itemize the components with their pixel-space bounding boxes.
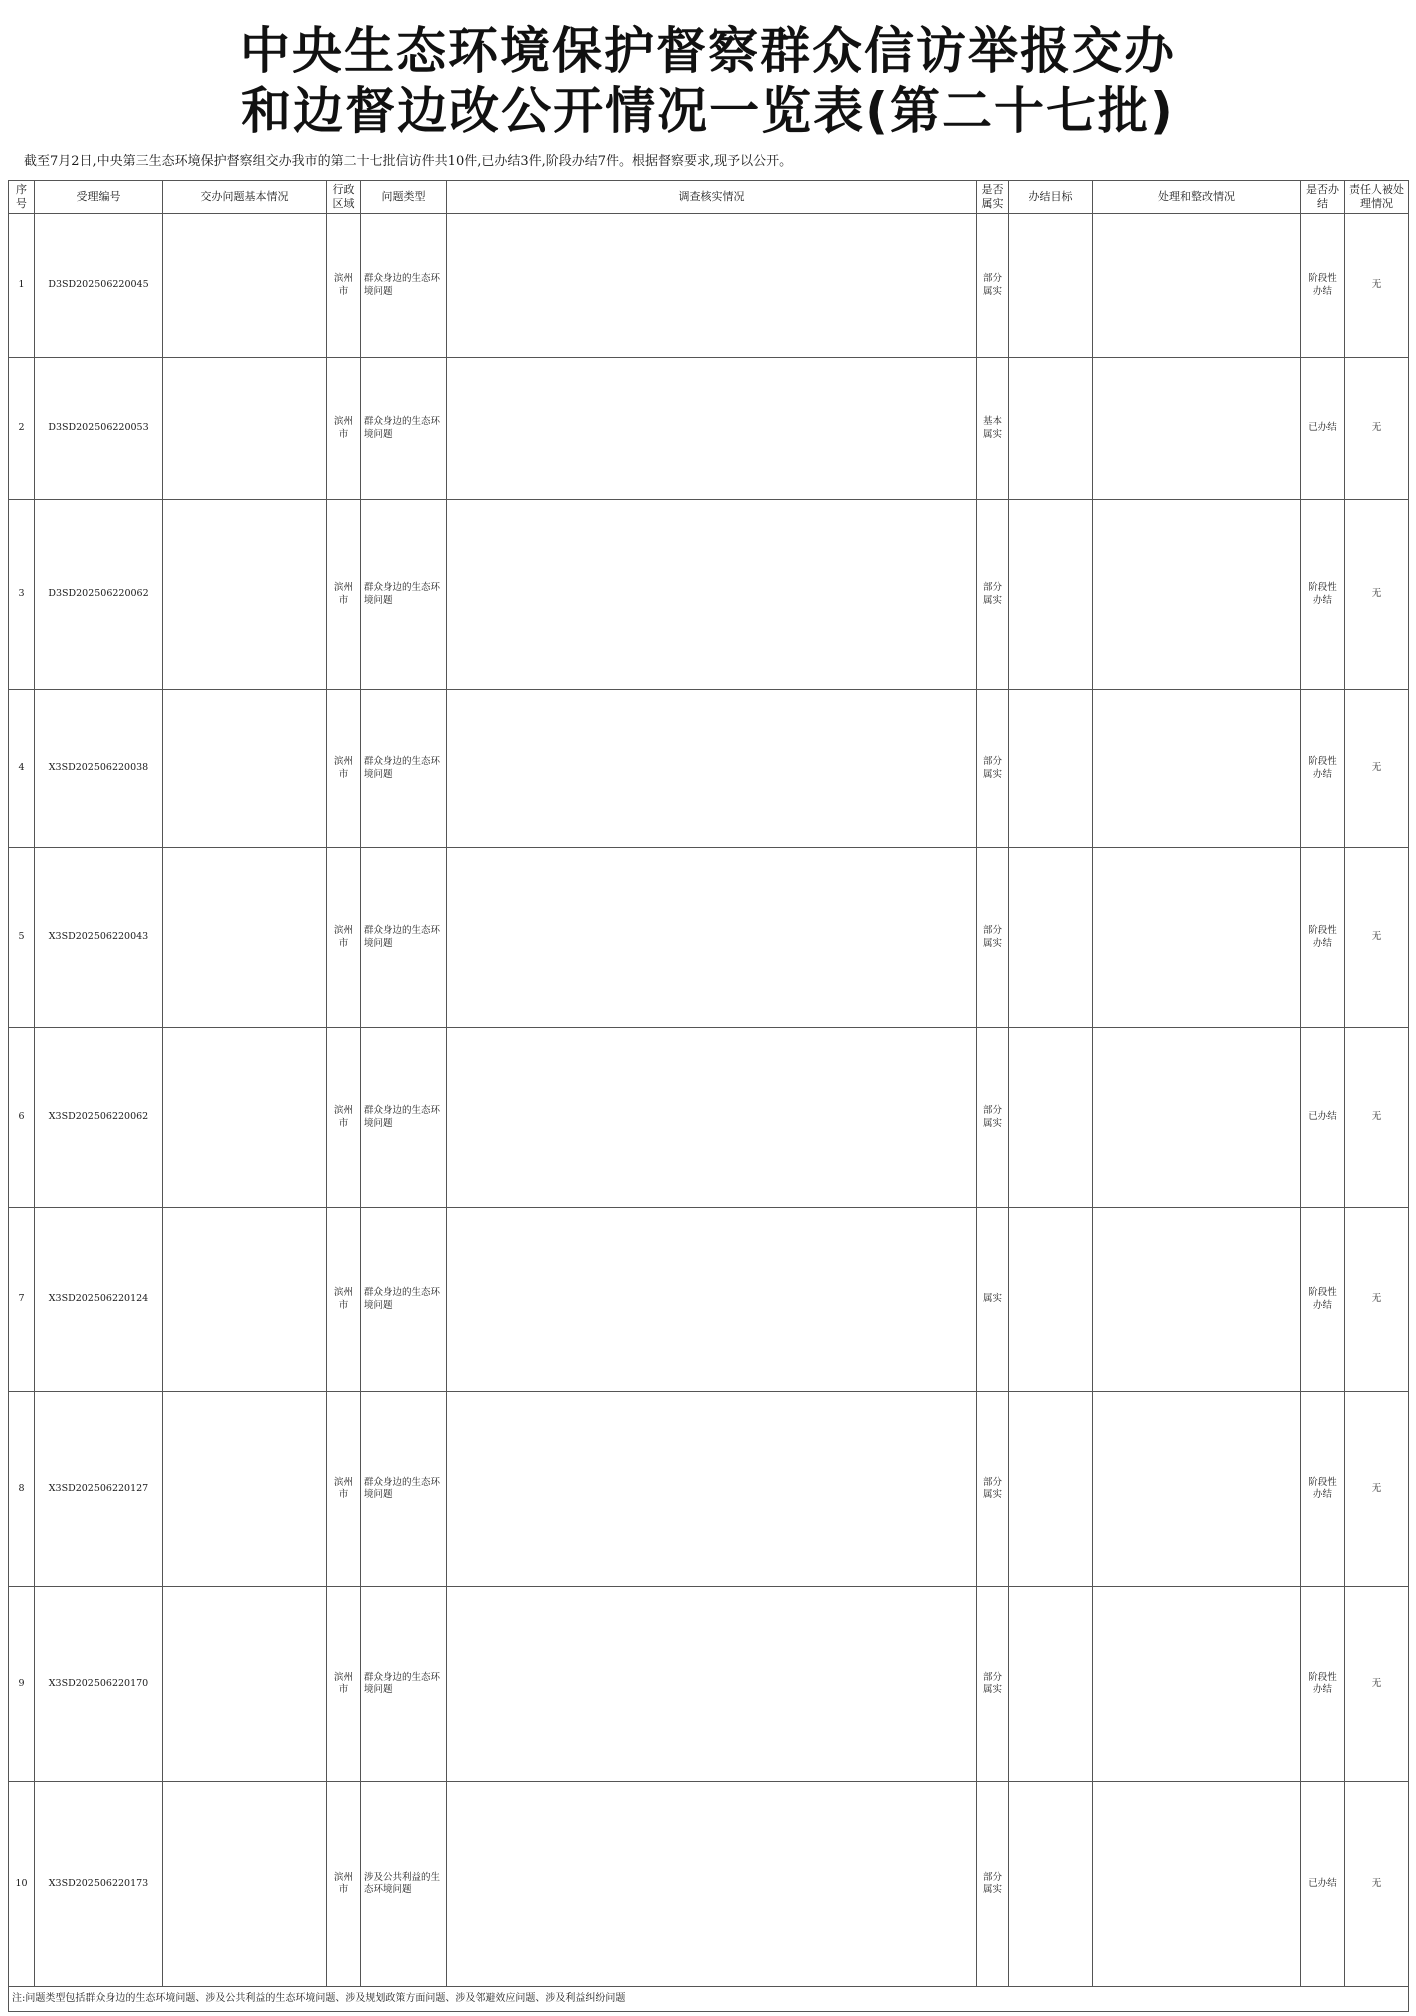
row-issue	[163, 1587, 327, 1782]
row-responsible: 无	[1345, 1208, 1409, 1392]
row-index: 9	[9, 1587, 35, 1782]
row-goal	[1009, 1392, 1093, 1587]
table-row	[9, 500, 1409, 690]
petition-table	[8, 180, 1409, 2012]
row-done: 已办结	[1301, 1782, 1345, 1987]
row-goal	[1009, 1208, 1093, 1392]
row-true-status: 部分属实	[977, 1782, 1009, 1987]
row-type: 群众身边的生态环境问题	[361, 1208, 447, 1392]
row-code: X3SD202506220173	[35, 1782, 163, 1987]
row-goal	[1009, 690, 1093, 848]
header-goal: 办结目标	[1009, 181, 1093, 214]
row-type: 群众身边的生态环境问题	[361, 690, 447, 848]
row-verify	[447, 500, 977, 690]
row-true-status: 部分属实	[977, 848, 1009, 1028]
table-row	[9, 690, 1409, 848]
row-responsible: 无	[1345, 500, 1409, 690]
row-goal	[1009, 358, 1093, 500]
page-title-line1: 中央生态环境保护督察群众信访举报交办	[240, 22, 1176, 80]
row-handle	[1093, 358, 1301, 500]
row-done: 已办结	[1301, 1028, 1345, 1208]
row-responsible: 无	[1345, 1028, 1409, 1208]
row-true-status: 属实	[977, 1208, 1009, 1392]
row-goal	[1009, 1028, 1093, 1208]
row-true-status: 基本属实	[977, 358, 1009, 500]
row-verify	[447, 690, 977, 848]
row-code: D3SD202506220053	[35, 358, 163, 500]
row-code: X3SD202506220043	[35, 848, 163, 1028]
row-done: 阶段性办结	[1301, 1392, 1345, 1587]
row-region: 滨州市	[327, 1208, 361, 1392]
row-responsible: 无	[1345, 1392, 1409, 1587]
row-goal	[1009, 1782, 1093, 1987]
row-issue	[163, 214, 327, 358]
table-row	[9, 1208, 1409, 1392]
row-verify	[447, 1208, 977, 1392]
row-done: 已办结	[1301, 358, 1345, 500]
table-row	[9, 1587, 1409, 1782]
row-true-status: 部分属实	[977, 214, 1009, 358]
row-issue	[163, 500, 327, 690]
row-code: X3SD202506220038	[35, 690, 163, 848]
row-responsible: 无	[1345, 1587, 1409, 1782]
table-row	[9, 1782, 1409, 1987]
row-code: D3SD202506220062	[35, 500, 163, 690]
row-issue	[163, 690, 327, 848]
row-issue	[163, 1208, 327, 1392]
row-done: 阶段性办结	[1301, 690, 1345, 848]
row-index: 6	[9, 1028, 35, 1208]
header-verify: 调查核实情况	[447, 181, 977, 214]
row-region: 滨州市	[327, 1028, 361, 1208]
page-title-line2: 和边督边改公开情况一览表(第二十七批)	[241, 82, 1175, 140]
row-true-status: 部分属实	[977, 500, 1009, 690]
row-region: 滨州市	[327, 500, 361, 690]
row-responsible: 无	[1345, 214, 1409, 358]
row-responsible: 无	[1345, 1782, 1409, 1987]
intro-paragraph: 截至7月2日,中央第三生态环境保护督察组交办我市的第二十七批信访件共10件,已办结3件,阶段办结7件。根据督察要求,现予以公开。	[24, 154, 793, 169]
row-done: 阶段性办结	[1301, 214, 1345, 358]
row-handle	[1093, 1392, 1301, 1587]
header-issue: 交办问题基本情况	[163, 181, 327, 214]
row-index: 4	[9, 690, 35, 848]
row-code: X3SD202506220062	[35, 1028, 163, 1208]
header-index: 序号	[9, 181, 35, 214]
row-index: 1	[9, 214, 35, 358]
row-verify	[447, 214, 977, 358]
table-row	[9, 358, 1409, 500]
row-handle	[1093, 848, 1301, 1028]
row-done: 阶段性办结	[1301, 1587, 1345, 1782]
row-verify	[447, 848, 977, 1028]
row-index: 10	[9, 1782, 35, 1987]
row-region: 滨州市	[327, 690, 361, 848]
header-code: 受理编号	[35, 181, 163, 214]
row-handle	[1093, 690, 1301, 848]
row-done: 阶段性办结	[1301, 500, 1345, 690]
row-region: 滨州市	[327, 358, 361, 500]
row-region: 滨州市	[327, 214, 361, 358]
row-verify	[447, 1587, 977, 1782]
table-note-row	[9, 1987, 1409, 2012]
row-index: 3	[9, 500, 35, 690]
row-verify	[447, 1028, 977, 1208]
header-true-status: 是否属实	[977, 181, 1009, 214]
row-code: D3SD202506220045	[35, 214, 163, 358]
row-type: 群众身边的生态环境问题	[361, 1392, 447, 1587]
row-issue	[163, 1392, 327, 1587]
table-note: 注:问题类型包括群众身边的生态环境问题、涉及公共利益的生态环境问题、涉及规划政策方面问题、涉及邻避效应问题、涉及利益纠纷问题	[9, 1987, 1409, 2012]
row-done: 阶段性办结	[1301, 1208, 1345, 1392]
row-goal	[1009, 500, 1093, 690]
row-verify	[447, 1392, 977, 1587]
row-region: 滨州市	[327, 1782, 361, 1987]
row-responsible: 无	[1345, 690, 1409, 848]
row-true-status: 部分属实	[977, 1392, 1009, 1587]
row-type: 群众身边的生态环境问题	[361, 500, 447, 690]
row-index: 5	[9, 848, 35, 1028]
header-responsible: 责任人被处理情况	[1345, 181, 1409, 214]
row-goal	[1009, 214, 1093, 358]
row-code: X3SD202506220127	[35, 1392, 163, 1587]
row-responsible: 无	[1345, 358, 1409, 500]
row-index: 7	[9, 1208, 35, 1392]
row-true-status: 部分属实	[977, 690, 1009, 848]
header-handle: 处理和整改情况	[1093, 181, 1301, 214]
row-region: 滨州市	[327, 1587, 361, 1782]
table-header-row	[9, 181, 1409, 214]
table-row	[9, 848, 1409, 1028]
row-type: 群众身边的生态环境问题	[361, 214, 447, 358]
row-code: X3SD202506220170	[35, 1587, 163, 1782]
row-handle	[1093, 214, 1301, 358]
row-handle	[1093, 1782, 1301, 1987]
row-issue	[163, 1028, 327, 1208]
header-type: 问题类型	[361, 181, 447, 214]
row-index: 8	[9, 1392, 35, 1587]
row-type: 群众身边的生态环境问题	[361, 1028, 447, 1208]
row-done: 阶段性办结	[1301, 848, 1345, 1028]
table-row	[9, 1392, 1409, 1587]
row-type: 涉及公共利益的生态环境问题	[361, 1782, 447, 1987]
row-goal	[1009, 848, 1093, 1028]
row-true-status: 部分属实	[977, 1028, 1009, 1208]
row-issue	[163, 1782, 327, 1987]
row-issue	[163, 848, 327, 1028]
row-responsible: 无	[1345, 848, 1409, 1028]
row-type: 群众身边的生态环境问题	[361, 848, 447, 1028]
row-type: 群众身边的生态环境问题	[361, 358, 447, 500]
table-row	[9, 214, 1409, 358]
row-index: 2	[9, 358, 35, 500]
table-row	[9, 1028, 1409, 1208]
row-verify	[447, 358, 977, 500]
header-region: 行政区域	[327, 181, 361, 214]
row-goal	[1009, 1587, 1093, 1782]
header-done: 是否办结	[1301, 181, 1345, 214]
row-handle	[1093, 1208, 1301, 1392]
row-issue	[163, 358, 327, 500]
row-handle	[1093, 500, 1301, 690]
row-handle	[1093, 1587, 1301, 1782]
row-region: 滨州市	[327, 848, 361, 1028]
row-verify	[447, 1782, 977, 1987]
row-region: 滨州市	[327, 1392, 361, 1587]
row-handle	[1093, 1028, 1301, 1208]
row-type: 群众身边的生态环境问题	[361, 1587, 447, 1782]
row-code: X3SD202506220124	[35, 1208, 163, 1392]
row-true-status: 部分属实	[977, 1587, 1009, 1782]
